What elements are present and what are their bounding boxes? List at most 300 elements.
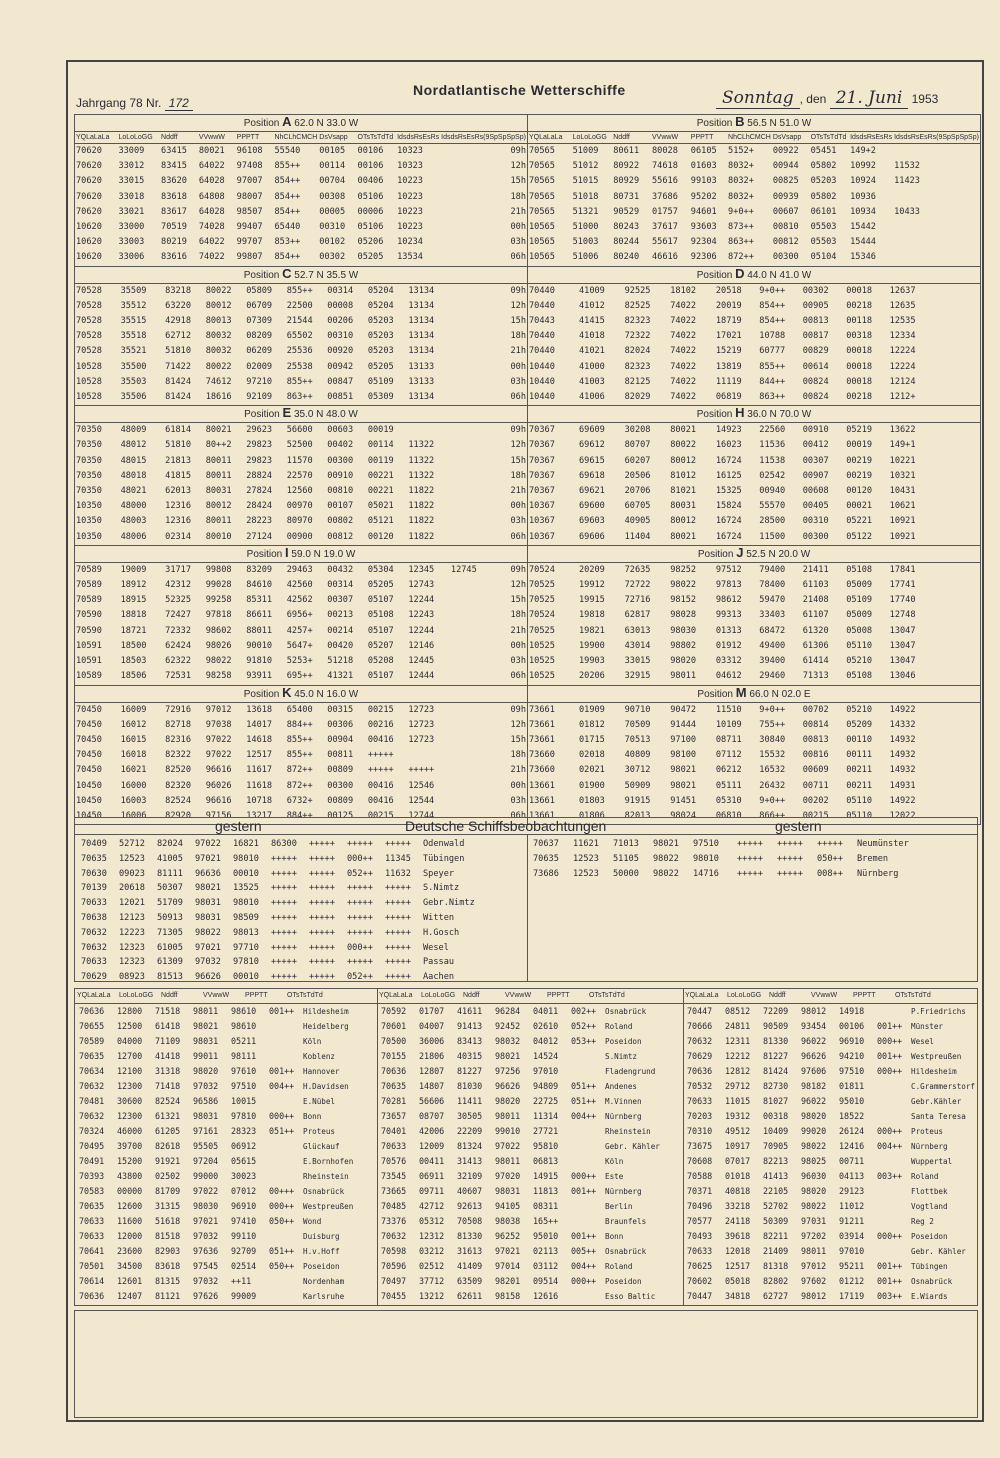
observation-value (893, 220, 980, 235)
obs-value: 001++ (877, 1276, 903, 1286)
observation-row (75, 639, 527, 654)
observation-value (934, 484, 980, 499)
observation-value: 40809 (624, 750, 651, 761)
obs-value: +++++ (309, 883, 335, 894)
observation-value: 854++ (274, 176, 301, 187)
obs-value: +++++ (347, 912, 373, 923)
issue-number: 172 (165, 96, 193, 111)
observation-value (440, 190, 481, 205)
obs-value: 97810 (231, 1111, 257, 1121)
observation-value: 11322 (408, 440, 435, 451)
observation-value: 15442 (850, 222, 876, 233)
obs-value: 29123 (839, 1186, 865, 1196)
obs-value: 12523 (573, 868, 599, 879)
obs-value: +++++ (309, 942, 335, 953)
yesterday-row (81, 941, 493, 956)
observation-value: 149+2 (850, 146, 876, 156)
obs-value: 98010 (693, 853, 719, 864)
observation-value: 51006 (572, 252, 599, 263)
obs-value: 40607 (457, 1186, 483, 1196)
observation-value: 00018 (846, 361, 873, 372)
obs-value: 165++ (533, 1216, 559, 1226)
obs-value: 70635 (81, 853, 107, 864)
observation-value: 70565 (529, 176, 555, 187)
observation-value: 80011 (205, 470, 232, 481)
observation-value: 70450 (76, 765, 102, 776)
obs-value: 000++ (877, 1126, 903, 1136)
yesterday-row (81, 837, 493, 852)
observation-value: 85311 (246, 595, 273, 606)
yesterday-left-list (81, 837, 493, 985)
observation-value: 12745 (450, 564, 477, 575)
gestern-left: gestern (215, 818, 262, 834)
observation-value: 05104 (810, 252, 837, 263)
observation-value: 16724 (715, 455, 742, 466)
observation-value: 80731 (613, 191, 640, 202)
obs-value: 04113 (839, 1171, 865, 1181)
position-coords: 66.0 N 02.0 E (749, 688, 811, 700)
observation-value (934, 514, 980, 529)
position-title (528, 546, 980, 563)
observation-value: 99103 (690, 176, 717, 187)
observation-value: 69603 (578, 516, 605, 527)
observation-row (528, 454, 980, 469)
observation-value: 11423 (894, 176, 920, 187)
observation-value: 80022 (205, 361, 232, 372)
obs-value: 97032 (193, 1081, 219, 1091)
ship-name: Nürnberg (605, 1187, 642, 1196)
observation-value: 01803 (578, 795, 605, 806)
obs-value: 96586 (193, 1096, 219, 1106)
obs-value: 97031 (801, 1216, 827, 1226)
observation-value: 73661 (529, 719, 555, 730)
obs-value: 70203 (687, 1111, 713, 1121)
obs-value: 11015 (725, 1096, 751, 1106)
observation-value: 00105 (319, 146, 346, 156)
observation-value: 70350 (76, 486, 102, 497)
obs-value: 91921 (155, 1156, 181, 1166)
observation-value: 10367 (529, 501, 555, 512)
observation-value: 854++ (759, 316, 786, 327)
obs-value: 70508 (457, 1216, 483, 1226)
observation-value: 00813 (802, 734, 829, 745)
observation-value: 70350 (76, 425, 102, 436)
observation-value: 55616 (652, 176, 678, 187)
ship-name: Vogtland (911, 1202, 948, 1211)
observation-value: 74022 (670, 300, 697, 311)
observation-value: 13047 (889, 625, 916, 636)
position-letter: I (285, 544, 289, 560)
ship-row (683, 1259, 977, 1274)
observation-value: 52500 (286, 440, 313, 451)
observation-value (450, 654, 486, 669)
observation-value: 6956+ (286, 610, 313, 621)
observation-value: 10591 (76, 640, 102, 651)
observation-value: 16021 (120, 765, 147, 776)
obs-value: 82730 (763, 1081, 789, 1091)
obs-value: 12312 (419, 1231, 445, 1241)
observation-value: 12635 (889, 300, 916, 311)
observation-value: 42560 (286, 580, 313, 591)
station-table (528, 115, 980, 266)
obs-value: 70635 (533, 853, 559, 864)
observation-value: 20209 (578, 564, 605, 575)
obs-value: 000++ (347, 853, 373, 864)
observation-row (528, 423, 980, 439)
obs-value: 98032 (495, 1036, 521, 1046)
observation-value: 69621 (578, 486, 605, 497)
observation-value: 70565 (529, 206, 555, 217)
obs-value: 70409 (81, 839, 107, 849)
observation-row (75, 669, 527, 684)
obs-value: 12018 (725, 1246, 751, 1256)
observation-value: 00922 (772, 146, 799, 156)
obs-value: 12523 (573, 853, 599, 864)
obs-value: 23600 (117, 1246, 143, 1256)
obs-value: 97410 (231, 1216, 257, 1226)
ship-name: Gebr.Kähler (911, 1097, 962, 1106)
observation-row (528, 159, 980, 174)
observation-row (528, 190, 980, 205)
obs-value: 70632 (687, 1036, 713, 1046)
obs-value: 11600 (117, 1216, 143, 1226)
observation-value: 48012 (120, 440, 147, 451)
obs-value: 051++ (269, 1246, 295, 1256)
observation-row (528, 562, 980, 578)
obs-value: 98111 (231, 1051, 257, 1061)
obs-value: 12223 (119, 927, 145, 938)
observation-value: 96108 (236, 146, 263, 156)
observation-row (75, 702, 527, 718)
observation-value: 35521 (120, 346, 147, 357)
observation-row (75, 718, 527, 733)
observation-value: 15325 (715, 486, 742, 497)
observation-value: 18818 (120, 610, 147, 621)
obs-value: 61321 (155, 1111, 181, 1121)
position-header (528, 546, 980, 563)
obs-value: +++++ (817, 839, 843, 849)
obs-value: +++++ (271, 912, 297, 923)
obs-value: 70625 (687, 1261, 713, 1271)
observation-row (75, 329, 527, 344)
obs-value: Speyer (423, 868, 455, 879)
observation-value: 05108 (846, 671, 873, 682)
observation-value: 10450 (76, 810, 102, 821)
ship-row (377, 1289, 683, 1304)
observation-value: 00420 (327, 640, 354, 651)
column-header: OTsTsTdTd (287, 992, 323, 999)
obs-value: 98031 (495, 1186, 521, 1196)
ship-row (377, 1169, 683, 1184)
ship-row (377, 1004, 683, 1019)
position-cell (75, 685, 528, 825)
observation-value (450, 299, 486, 314)
observation-value: 30712 (624, 765, 651, 776)
observation-hour: 03h (510, 516, 526, 527)
position-header (75, 686, 527, 703)
station-table (75, 267, 527, 406)
observation-value: 80219 (161, 237, 187, 248)
observation-hour: 15h (510, 595, 526, 606)
obs-value: 97545 (193, 1261, 219, 1271)
observation-value (450, 779, 486, 794)
observation-value: 14017 (246, 719, 273, 730)
ship-row (75, 1139, 377, 1154)
ship-row (377, 1124, 683, 1139)
ship-name: Westpreußen (303, 1202, 354, 1211)
observation-value (934, 283, 980, 299)
observation-value (934, 779, 980, 794)
observation-value: 00300 (327, 780, 354, 791)
obs-value: 70636 (687, 1066, 713, 1076)
column-header: PPPTT (690, 132, 727, 144)
observation-value: 70589 (76, 564, 102, 575)
observation-row (75, 748, 527, 763)
observation-row (75, 499, 527, 514)
observation-value: 82029 (624, 392, 651, 403)
ship-name: Münster (911, 1022, 944, 1031)
obs-value: 70324 (79, 1126, 105, 1136)
observation-row (528, 174, 980, 189)
obs-value: 70632 (81, 927, 107, 938)
obs-value: 13212 (419, 1291, 445, 1301)
observation-value: 59470 (759, 595, 786, 606)
observation-value: 37686 (652, 191, 678, 202)
observation-value: 92304 (690, 237, 717, 248)
obs-value: 98010 (233, 898, 259, 909)
obs-value: 70636 (381, 1066, 407, 1076)
position-title (75, 115, 527, 132)
observation-value: 97007 (236, 176, 263, 187)
observation-value: 10440 (529, 376, 555, 387)
observation-value: 80929 (613, 176, 640, 187)
ship-row (683, 1049, 977, 1064)
obs-value: +++++ (271, 942, 297, 953)
obs-value: 052++ (571, 1021, 597, 1031)
observation-value: 00008 (327, 300, 354, 311)
obs-value: 70602 (687, 1276, 713, 1286)
observation-value: 11570 (286, 455, 313, 466)
obs-value: 98021 (653, 839, 679, 849)
column-header: IdsdsRsEsRs(9SpSpSpSp) (893, 132, 980, 144)
obs-value: 001++ (269, 1006, 295, 1016)
observation-value: 13133 (408, 376, 435, 387)
obs-value: 30505 (457, 1111, 483, 1121)
observation-value: 73661 (529, 734, 555, 745)
ship-name: Köln (303, 1037, 322, 1046)
observation-value: 12445 (408, 656, 435, 667)
observation-value (893, 144, 980, 160)
obs-value: 98158 (495, 1291, 521, 1301)
observation-value: 05451 (810, 146, 837, 156)
ship-name: E.Wiards (911, 1292, 948, 1301)
observation-value: 60777 (759, 346, 786, 357)
obs-value: 70592 (381, 1006, 407, 1016)
observation-value: 10934 (850, 206, 876, 217)
observation-value: 70528 (76, 331, 102, 342)
observation-value: 91444 (670, 719, 697, 730)
obs-value: ++11 (231, 1276, 252, 1286)
obs-value: 98031 (195, 898, 221, 909)
observation-value: 70443 (529, 316, 555, 327)
observation-row (528, 144, 980, 160)
obs-value: 98182 (801, 1081, 827, 1091)
position-header (75, 115, 527, 132)
observation-value: 90529 (613, 206, 640, 217)
observation-hour: 15h (510, 734, 526, 745)
observation-value: 11322 (408, 470, 435, 481)
obs-value: 99010 (495, 1126, 521, 1136)
obs-value: 07012 (231, 1186, 257, 1196)
obs-value: 02610 (533, 1021, 559, 1031)
obs-value: 70496 (687, 1201, 713, 1211)
observation-value: 96616 (205, 765, 232, 776)
observation-value: 61103 (802, 580, 829, 591)
observation-value: 61306 (802, 640, 829, 651)
observation-hour: 12h (510, 440, 526, 451)
obs-value: +++++ (347, 883, 373, 894)
obs-value: 70598 (381, 1246, 407, 1256)
ship-name: H.v.Hoff (303, 1247, 340, 1256)
obs-value: 52702 (763, 1201, 789, 1211)
obs-value: 98031 (193, 1036, 219, 1046)
observation-value: 10350 (76, 501, 102, 512)
ship-name: Wond (303, 1217, 322, 1226)
observation-value: 06209 (246, 346, 273, 357)
observation-value: 00920 (327, 346, 354, 357)
observation-value: 12345 (408, 564, 435, 575)
observation-value: 00704 (319, 176, 346, 187)
observation-value: 62712 (165, 331, 192, 342)
observation-value: 82024 (624, 346, 651, 357)
observation-value: 70528 (76, 316, 102, 327)
obs-value: 81424 (763, 1066, 789, 1076)
obs-value: 81227 (457, 1066, 483, 1076)
observation-value (450, 608, 486, 623)
column-headers (75, 132, 527, 144)
observation-value (934, 562, 980, 578)
observation-value: 05205 (367, 361, 394, 372)
observation-value: 99407 (236, 222, 263, 233)
observation-value: 41006 (578, 392, 605, 403)
observation-value: 00907 (802, 470, 829, 481)
observation-value (450, 624, 486, 639)
observation-value: 8032+ (728, 176, 754, 187)
obs-value: 99011 (193, 1051, 219, 1061)
obs-value: 97032 (193, 1276, 219, 1286)
obs-value: Odenwald (423, 839, 465, 849)
obs-value: 97510 (693, 839, 719, 849)
ship-row (75, 1289, 377, 1304)
observation-value: 02542 (759, 470, 786, 481)
observation-value (450, 530, 486, 545)
observation-value: 00302 (802, 285, 829, 296)
observation-value: 60705 (624, 501, 651, 512)
observation-value: 48003 (120, 516, 147, 527)
obs-value: 70632 (79, 1081, 105, 1091)
observation-value: 51012 (572, 161, 599, 172)
observation-row (75, 779, 527, 794)
observation-value: 00300 (327, 455, 354, 466)
ship-name: Gebr. Kähler (911, 1247, 966, 1256)
observation-value: 00215 (367, 704, 394, 715)
observation-value: 80031 (670, 501, 697, 512)
observation-value (934, 360, 980, 375)
obs-value: 00010 (233, 868, 259, 879)
obs-value: 98025 (801, 1156, 827, 1166)
obs-value: 83618 (155, 1261, 181, 1271)
obs-value: 07017 (725, 1156, 751, 1166)
observation-value: 70525 (529, 580, 555, 591)
obs-value: 02502 (155, 1171, 181, 1181)
observation-value: 05802 (810, 161, 837, 172)
obs-value: 001++ (877, 1261, 903, 1271)
obs-value: 70455 (381, 1291, 407, 1301)
observation-value: 10109 (715, 719, 742, 730)
obs-value: 12212 (725, 1051, 751, 1061)
obs-value: 051++ (571, 1081, 597, 1091)
station-table (75, 115, 527, 266)
obs-value: 98010 (233, 853, 259, 864)
observation-value: 70528 (76, 285, 102, 296)
observation-value: 06819 (715, 392, 742, 403)
observation-value: 00416 (367, 734, 394, 745)
observation-value: 80243 (613, 222, 640, 233)
bulletin-frame (66, 60, 984, 1422)
observation-value: 51015 (572, 176, 599, 187)
ship-row (377, 1244, 683, 1259)
observation-hour: 00h (510, 501, 526, 512)
observation-value: 00211 (846, 765, 873, 776)
observation-value: 00214 (327, 625, 354, 636)
observation-value: 33015 (118, 176, 145, 187)
observation-value: 98507 (236, 206, 263, 217)
observation-value: 05210 (846, 656, 873, 667)
obs-value: 29712 (725, 1081, 751, 1091)
position-letter: C (282, 265, 292, 281)
observation-value: 10323 (397, 146, 423, 156)
obs-value: 98012 (801, 1006, 827, 1016)
observation-value: 00206 (327, 316, 354, 327)
obs-value: 81330 (763, 1036, 789, 1046)
observation-value: 70350 (76, 455, 102, 466)
observation-value: 80012 (670, 455, 697, 466)
obs-value: 09711 (419, 1186, 445, 1196)
obs-value: 98201 (495, 1276, 521, 1286)
obs-value: 70633 (79, 1231, 105, 1241)
observation-value: 9+0++ (759, 285, 786, 296)
obs-value: 12616 (533, 1291, 559, 1301)
position-cell (75, 266, 528, 406)
observation-value: 10350 (76, 531, 102, 542)
observation-value: 35509 (120, 285, 147, 296)
observation-value: 9+0++ (759, 704, 786, 715)
obs-value: 98038 (495, 1216, 521, 1226)
observation-value (934, 499, 980, 514)
obs-value: 99009 (231, 1291, 257, 1301)
observation-value: 98021 (670, 780, 697, 791)
observation-value: 05809 (246, 285, 273, 296)
observation-value: 98028 (670, 610, 697, 621)
observation-value: 00942 (327, 361, 354, 372)
obs-value: 05312 (419, 1216, 445, 1226)
observation-value: 50909 (624, 780, 651, 791)
observation-value: 16023 (715, 440, 742, 451)
position-label: Position (243, 118, 280, 129)
observation-value: 92109 (246, 392, 273, 403)
observation-value: 1212+ (889, 392, 916, 403)
obs-value: 97710 (233, 942, 259, 953)
